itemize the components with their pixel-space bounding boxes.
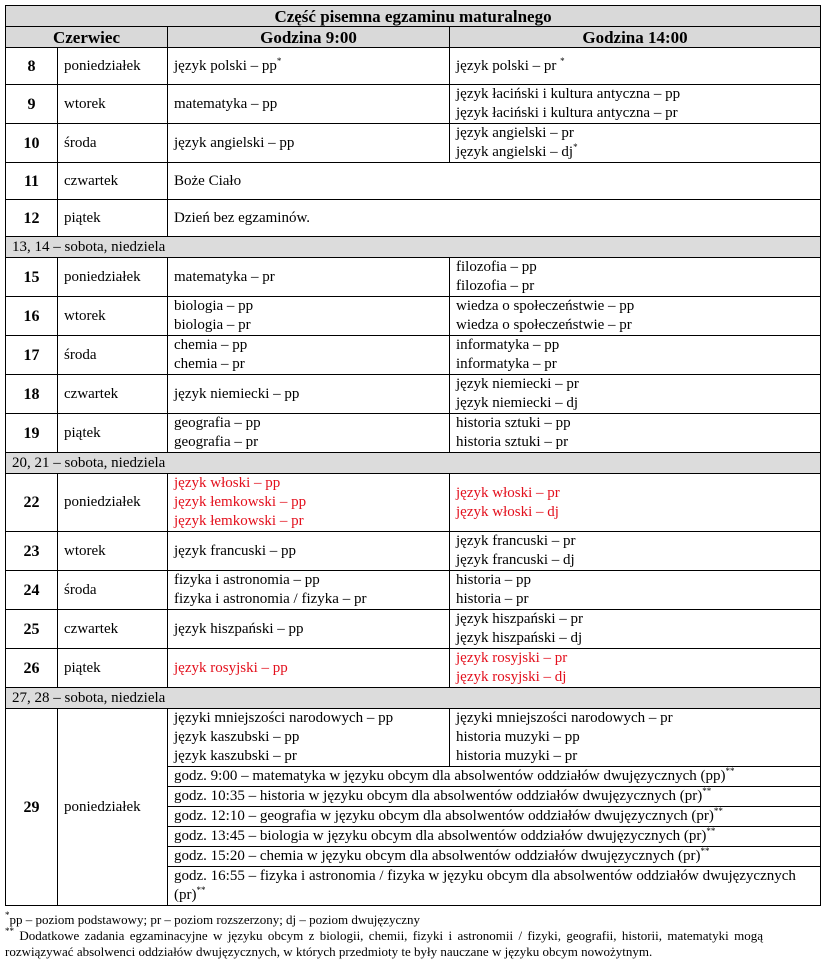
footnote-ref: ** xyxy=(196,885,206,895)
day-row xyxy=(6,258,821,297)
day-row xyxy=(6,649,821,688)
exam-entry-text: historia – pp xyxy=(456,572,531,588)
exam-entry-text: język rosyjski – pr xyxy=(456,650,568,666)
footnote-ref: ** xyxy=(713,806,723,816)
exam-entry xyxy=(456,649,814,668)
exam-entry xyxy=(456,484,814,503)
exam-entry-text: chemia – pr xyxy=(174,356,245,372)
exam-entry xyxy=(456,316,814,335)
weekend-label: 27, 28 – sobota, niedziela xyxy=(6,688,821,709)
day-number: 8 xyxy=(6,48,58,85)
weekday: poniedziałek xyxy=(58,709,168,906)
day-row xyxy=(6,532,821,571)
afternoon-exams xyxy=(450,375,821,414)
exam-entry xyxy=(456,258,814,277)
exam-entry xyxy=(456,728,814,747)
exam-entry xyxy=(174,747,443,766)
table-title: Część pisemna egzaminu maturalnego xyxy=(6,6,821,27)
exam-entry xyxy=(174,414,443,433)
bilingual-exam xyxy=(168,847,821,867)
morning-exams xyxy=(168,610,450,649)
day-row xyxy=(6,571,821,610)
morning-exams xyxy=(168,571,450,610)
weekday: środa xyxy=(58,124,168,163)
exam-entry-text: geografia – pp xyxy=(174,415,261,431)
footnote-levels xyxy=(5,912,763,928)
day-row xyxy=(6,474,821,532)
day-number: 26 xyxy=(6,649,58,688)
exam-entry-text: wiedza o społeczeństwie – pr xyxy=(456,317,632,333)
exam-entry-text: informatyka – pp xyxy=(456,337,560,353)
exam-entry xyxy=(174,385,443,404)
bilingual-exam xyxy=(168,787,821,807)
footnote-mark: ** xyxy=(5,926,14,936)
day-number: 29 xyxy=(6,709,58,906)
weekday: czwartek xyxy=(58,610,168,649)
bilingual-exam xyxy=(168,827,821,847)
afternoon-exams xyxy=(450,709,821,767)
exam-entry xyxy=(456,414,814,433)
morning-exams xyxy=(168,375,450,414)
exam-entry-text: język niemiecki – dj xyxy=(456,395,579,411)
footnote-bilingual xyxy=(5,928,763,960)
exam-entry xyxy=(456,355,814,374)
exam-entry-text: język niemiecki – pr xyxy=(456,376,579,392)
bilingual-exam-text: godz. 10:35 – historia w języku obcym dla absolwentów oddziałów dwujęzycznych (pr) xyxy=(174,788,703,804)
exam-entry-text: język łaciński i kultura antyczna – pr xyxy=(456,105,678,121)
exam-entry xyxy=(174,95,443,114)
exam-entry-text: biologia – pp xyxy=(174,298,254,314)
weekday: wtorek xyxy=(58,297,168,336)
day-number: 22 xyxy=(6,474,58,532)
weekend-row xyxy=(6,453,821,474)
month-header: Czerwiec xyxy=(6,27,168,48)
weekend-label: 20, 21 – sobota, niedziela xyxy=(6,453,821,474)
day-row xyxy=(6,610,821,649)
footnotes xyxy=(5,912,763,960)
exam-entry-text: język łemkowski – pr xyxy=(174,513,304,529)
day-row xyxy=(6,297,821,336)
day-note: Dzień bez egzaminów. xyxy=(168,200,821,237)
exam-entry-text: język włoski – pr xyxy=(456,484,560,501)
day-number: 17 xyxy=(6,336,58,375)
footnote-mark: * xyxy=(5,910,10,920)
exam-entry-text: język łemkowski – pp xyxy=(174,494,307,510)
exam-entry xyxy=(174,336,443,355)
exam-entry-text: język rosyjski – pp xyxy=(174,659,288,676)
exam-entry-text: język francuski – dj xyxy=(456,552,575,568)
day-note: Boże Ciało xyxy=(168,163,821,200)
morning-exams xyxy=(168,709,450,767)
exam-entry-text: język hiszpański – pr xyxy=(456,611,584,627)
exam-entry-text: fizyka i astronomia – pp xyxy=(174,572,320,588)
day-number: 19 xyxy=(6,414,58,453)
exam-entry xyxy=(456,277,814,296)
morning-exams xyxy=(168,124,450,163)
exam-entry xyxy=(456,747,814,766)
exam-entry-text: język łaciński i kultura antyczna – pp xyxy=(456,86,681,102)
day-number: 25 xyxy=(6,610,58,649)
exam-entry-text: informatyka – pr xyxy=(456,356,557,372)
afternoon-exams xyxy=(450,48,821,85)
day-row xyxy=(6,709,821,767)
exam-entry-text: historia muzyki – pp xyxy=(456,729,580,745)
exam-entry xyxy=(174,542,443,561)
exam-entry xyxy=(456,336,814,355)
exam-entry xyxy=(456,104,814,123)
morning-exams xyxy=(168,336,450,375)
exam-entry-text: język włoski – pp xyxy=(174,475,281,491)
exam-entry xyxy=(174,571,443,590)
exam-entry-text: matematyka – pp xyxy=(174,95,278,112)
weekday: wtorek xyxy=(58,532,168,571)
afternoon-exams xyxy=(450,336,821,375)
exam-entry xyxy=(174,512,443,531)
exam-entry-text: język niemiecki – pp xyxy=(174,385,300,402)
exam-entry-text: języki mniejszości narodowych – pp xyxy=(174,710,394,726)
exam-entry-text: filozofia – pp xyxy=(456,259,537,275)
day-row xyxy=(6,414,821,453)
day-number: 11 xyxy=(6,163,58,200)
day-number: 23 xyxy=(6,532,58,571)
weekday: piątek xyxy=(58,649,168,688)
day-row xyxy=(6,124,821,163)
exam-entry xyxy=(174,493,443,512)
exam-entry-text: język hiszpański – pp xyxy=(174,620,304,637)
day-row xyxy=(6,336,821,375)
exam-entry xyxy=(174,590,443,609)
exam-entry xyxy=(456,124,814,143)
exam-schedule-table xyxy=(5,5,821,906)
afternoon-exams xyxy=(450,414,821,453)
exam-entry-text: język francuski – pp xyxy=(174,542,297,559)
exam-entry xyxy=(174,297,443,316)
exam-entry-text: język kaszubski – pp xyxy=(174,729,300,745)
exam-entry xyxy=(456,590,814,609)
footnote-ref: ** xyxy=(725,766,735,776)
exam-entry-text: fizyka i astronomia / fizyka – pr xyxy=(174,591,367,607)
weekday: czwartek xyxy=(58,163,168,200)
exam-entry-text: języki mniejszości narodowych – pr xyxy=(456,710,673,726)
weekday: środa xyxy=(58,336,168,375)
footnote-ref: * xyxy=(573,142,578,152)
exam-entry xyxy=(174,57,443,76)
exam-entry-text: historia muzyki – pr xyxy=(456,748,578,764)
afternoon-exams xyxy=(450,610,821,649)
exam-entry xyxy=(456,571,814,590)
day-row xyxy=(6,48,821,85)
exam-entry xyxy=(174,659,443,678)
footnote-ref: * xyxy=(276,55,282,66)
exam-entry xyxy=(456,85,814,104)
exam-entry xyxy=(456,375,814,394)
morning-exams xyxy=(168,414,450,453)
exam-entry xyxy=(456,668,814,687)
exam-entry-text: wiedza o społeczeństwie – pp xyxy=(456,298,635,314)
exam-entry xyxy=(456,532,814,551)
day-row xyxy=(6,200,821,237)
morning-exams xyxy=(168,297,450,336)
afternoon-exams xyxy=(450,649,821,688)
exam-entry xyxy=(174,620,443,639)
weekday: piątek xyxy=(58,414,168,453)
afternoon-exams xyxy=(450,571,821,610)
exam-entry xyxy=(456,394,814,413)
exam-entry xyxy=(174,474,443,493)
exam-entry xyxy=(174,728,443,747)
exam-entry xyxy=(456,709,814,728)
footnote-ref: * xyxy=(560,55,565,66)
bilingual-exam-text: godz. 9:00 – matematyka w języku obcym dla absolwentów oddziałów dwujęzycznych (pp) xyxy=(174,768,726,784)
exam-entry xyxy=(456,610,814,629)
bilingual-exam-text: godz. 12:10 – geografia w języku obcym dla absolwentów oddziałów dwujęzycznych (pr) xyxy=(174,808,714,824)
exam-entry-text: język włoski – dj xyxy=(456,503,559,520)
footnote-text: pp – poziom podstawowy; pr – poziom rozszerzony; dj – poziom dwujęzyczny xyxy=(9,912,420,927)
exam-entry-text: filozofia – pr xyxy=(456,278,535,294)
day-number: 24 xyxy=(6,571,58,610)
weekday: poniedziałek xyxy=(58,258,168,297)
footnote-ref: ** xyxy=(702,786,712,796)
exam-entry xyxy=(174,316,443,335)
schedule-body xyxy=(6,48,821,906)
bilingual-exam-text: godz. 16:55 – fizyka i astronomia / fizyka w języku obcym dla absolwentów oddziałów dwujęzycznych (pr) xyxy=(174,868,796,903)
weekend-row xyxy=(6,237,821,258)
exam-entry-text: język polski – pr xyxy=(456,57,561,74)
day-number: 16 xyxy=(6,297,58,336)
schedule-page xyxy=(5,5,820,960)
exam-entry-text: język angielski – pp xyxy=(174,134,295,151)
exam-entry-text: matematyka – pr xyxy=(174,268,275,285)
bilingual-exam-text: godz. 13:45 – biologia w języku obcym dla absolwentów oddziałów dwujęzycznych (pr) xyxy=(174,828,707,844)
morning-exams xyxy=(168,474,450,532)
day-number: 12 xyxy=(6,200,58,237)
day-row xyxy=(6,85,821,124)
afternoon-exams xyxy=(450,297,821,336)
morning-header: Godzina 9:00 xyxy=(168,27,450,48)
weekday: czwartek xyxy=(58,375,168,414)
exam-entry xyxy=(456,433,814,452)
afternoon-header: Godzina 14:00 xyxy=(450,27,821,48)
bilingual-exam xyxy=(168,867,821,906)
afternoon-exams xyxy=(450,124,821,163)
morning-exams xyxy=(168,532,450,571)
footnote-ref: ** xyxy=(706,826,716,836)
day-row xyxy=(6,375,821,414)
day-row xyxy=(6,163,821,200)
exam-entry xyxy=(456,297,814,316)
morning-exams xyxy=(168,85,450,124)
day-number: 18 xyxy=(6,375,58,414)
weekend-row xyxy=(6,688,821,709)
exam-entry xyxy=(456,629,814,648)
afternoon-exams xyxy=(450,474,821,532)
exam-entry-text: język hiszpański – dj xyxy=(456,630,583,646)
exam-entry xyxy=(456,57,814,76)
exam-entry xyxy=(456,503,814,522)
exam-entry xyxy=(174,709,443,728)
day-number: 15 xyxy=(6,258,58,297)
weekday: piątek xyxy=(58,200,168,237)
exam-entry-text: chemia – pp xyxy=(174,337,248,353)
day-number: 9 xyxy=(6,85,58,124)
footnote-ref: ** xyxy=(700,846,710,856)
exam-entry-text: historia – pr xyxy=(456,591,529,607)
weekday: poniedziałek xyxy=(58,48,168,85)
exam-entry-text: historia sztuki – pr xyxy=(456,434,569,450)
exam-entry xyxy=(456,143,814,162)
exam-entry-text: język angielski – pr xyxy=(456,125,574,141)
exam-entry-text: język angielski – dj xyxy=(456,144,574,160)
bilingual-exam xyxy=(168,807,821,827)
exam-entry-text: historia sztuki – pp xyxy=(456,415,571,431)
day-number: 10 xyxy=(6,124,58,163)
weekday: poniedziałek xyxy=(58,474,168,532)
exam-entry xyxy=(174,134,443,153)
exam-entry-text: geografia – pr xyxy=(174,434,259,450)
morning-exams xyxy=(168,258,450,297)
exam-entry xyxy=(456,551,814,570)
exam-entry-text: język polski – pp xyxy=(174,57,277,74)
weekday: wtorek xyxy=(58,85,168,124)
exam-entry xyxy=(174,268,443,287)
exam-entry xyxy=(174,433,443,452)
weekday: środa xyxy=(58,571,168,610)
exam-entry xyxy=(174,355,443,374)
afternoon-exams xyxy=(450,258,821,297)
footnote-text: Dodatkowe zadania egzaminacyjne w języku obcym z biologii, chemii, fizyki i astronomii / fizyki, geografii, historii, matematyki mogą rozwiązywać absolwenci oddziałów dwujęzycznych, w których przedmioty te były nauczane w języku obcym nowożytnym. xyxy=(5,928,763,959)
morning-exams xyxy=(168,48,450,85)
morning-exams xyxy=(168,649,450,688)
exam-entry-text: język kaszubski – pr xyxy=(174,748,297,764)
bilingual-exam xyxy=(168,767,821,787)
exam-entry-text: biologia – pr xyxy=(174,317,251,333)
bilingual-exam-text: godz. 15:20 – chemia w języku obcym dla absolwentów oddziałów dwujęzycznych (pr) xyxy=(174,848,701,864)
exam-entry-text: język rosyjski – dj xyxy=(456,669,567,685)
afternoon-exams xyxy=(450,85,821,124)
afternoon-exams xyxy=(450,532,821,571)
weekend-label: 13, 14 – sobota, niedziela xyxy=(6,237,821,258)
exam-entry-text: język francuski – pr xyxy=(456,533,576,549)
